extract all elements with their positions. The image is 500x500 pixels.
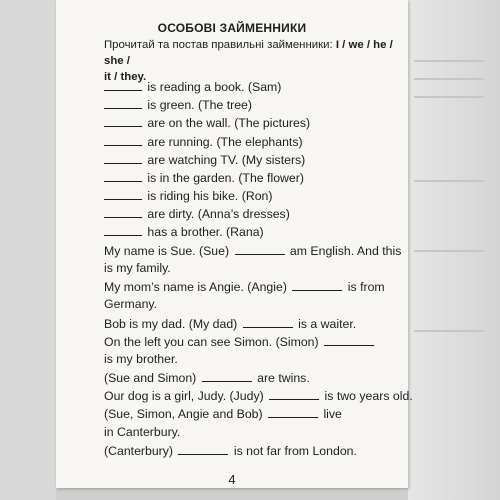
story-line: (Sue and Simon) are twins. — [104, 371, 310, 385]
story-line: My mom’s name is Angie. (Angie) is from — [104, 280, 385, 294]
answer-blank[interactable] — [292, 279, 342, 291]
answer-blank[interactable] — [243, 316, 293, 328]
pronoun-list-cont: it / they. — [104, 71, 147, 83]
answer-blank[interactable] — [104, 115, 142, 127]
answer-blank[interactable] — [104, 170, 142, 182]
exercise-item: has a brother. (Rana) — [104, 224, 404, 239]
story-line: is my brother. — [104, 352, 178, 366]
answer-blank[interactable] — [104, 224, 142, 236]
exercise-item: are dirty. (Anna’s dresses) — [104, 206, 404, 221]
instruction — [104, 37, 404, 85]
story-line: Bob is my dad. (My dad) is a waiter. — [104, 317, 357, 331]
story-line: Germany. — [104, 297, 158, 311]
story-line: My name is Sue. (Sue) am English. And this — [104, 244, 402, 258]
answer-blank[interactable] — [104, 134, 142, 146]
answer-blank[interactable] — [104, 152, 142, 164]
facing-page — [0, 0, 56, 500]
page-number: 4 — [228, 472, 236, 487]
exercise-item: is green. (The tree) — [104, 97, 404, 112]
exercise-item: is reading a book. (Sam) — [104, 79, 404, 94]
answer-blank[interactable] — [104, 206, 142, 218]
story-line: is my family. — [104, 261, 171, 275]
story-line: (Sue, Simon, Angie and Bob) live — [104, 407, 342, 421]
story-line: (Canterbury) is not far from London. — [104, 444, 357, 458]
exercise-item: are on the wall. (The pictures) — [104, 115, 404, 130]
answer-blank[interactable] — [104, 79, 142, 91]
answer-blank[interactable] — [269, 388, 319, 400]
answer-blank[interactable] — [324, 334, 374, 346]
answer-blank[interactable] — [104, 97, 142, 109]
story-line: On the left you can see Simon. (Simon) — [104, 334, 404, 349]
instruction-text: Прочитай та постав правильні займенники: — [104, 39, 333, 51]
answer-blank[interactable] — [268, 406, 318, 418]
answer-blank[interactable] — [235, 243, 285, 255]
page-title: ОСОБОВІ ЗАЙМЕННИКИ — [157, 21, 307, 35]
answer-blank[interactable] — [202, 370, 252, 382]
story-line: in Canterbury. — [104, 425, 181, 439]
answer-blank[interactable] — [178, 443, 228, 455]
exercise-item: is riding his bike. (Ron) — [104, 188, 404, 203]
pronoun-list: I / we / he / she / — [104, 39, 393, 67]
exercise-item: is in the garden. (The flower) — [104, 170, 404, 185]
next-page-edge — [408, 0, 500, 500]
answer-blank[interactable] — [104, 188, 142, 200]
story-line: Our dog is a girl, Judy. (Judy) is two years old. — [104, 389, 413, 403]
exercise-item: are running. (The elephants) — [104, 134, 404, 149]
exercise-item: are watching TV. (My sisters) — [104, 152, 404, 167]
